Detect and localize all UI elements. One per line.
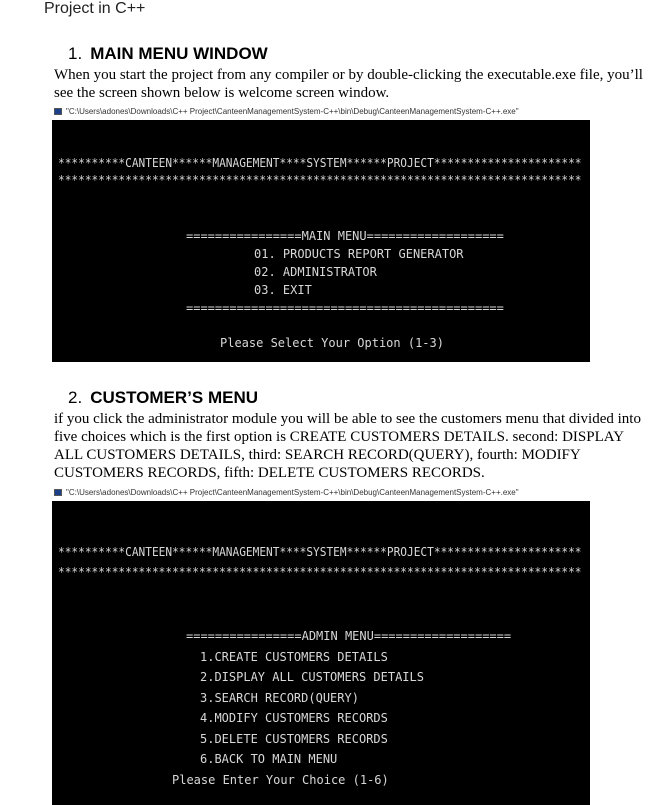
- console-stars-line: ******************************************************************************: [58, 565, 582, 579]
- section1-heading: [68, 44, 268, 64]
- section1-window-titlebar: [54, 106, 519, 116]
- section1-window-path: "C:\Users\adones\Downloads\C++ Project\CanteenManagementSystem-C++\bin\Debug\CanteenManagementSystem-C++.exe": [66, 106, 519, 116]
- section1-console-window: [52, 120, 590, 362]
- main-menu-footer: ============================================: [186, 301, 504, 315]
- main-menu-item: 02. ADMINISTRATOR: [254, 265, 377, 279]
- main-menu-item: 01. PRODUCTS REPORT GENERATOR: [254, 247, 464, 261]
- section2-number: 2.: [68, 388, 83, 407]
- document-title: Project in C++: [44, 0, 146, 17]
- console-banner: **********CANTEEN******MANAGEMENT****SYSTEM******PROJECT**********************: [58, 545, 582, 559]
- main-menu-header: ================MAIN MENU===================: [186, 229, 504, 243]
- admin-menu-item: 3.SEARCH RECORD(QUERY): [200, 691, 359, 705]
- main-menu-item: 03. EXIT: [254, 283, 312, 297]
- section1-number: 1.: [68, 44, 83, 63]
- section1-heading-text: MAIN MENU WINDOW: [90, 44, 268, 63]
- section2-heading-text: CUSTOMER’S MENU: [90, 388, 258, 407]
- console-banner: **********CANTEEN******MANAGEMENT****SYSTEM******PROJECT**********************: [58, 156, 582, 170]
- section2-window-path: "C:\Users\adones\Downloads\C++ Project\CanteenManagementSystem-C++\bin\Debug\CanteenManagementSystem-C++.exe": [66, 487, 519, 497]
- section2-heading: [68, 388, 258, 408]
- section2-paragraph: if you click the administrator module you will be able to see the customers menu that divided into five choices which is the first option is CREATE CUSTOMERS DETAILS. second: DISPLAY ALL CUSTOMERS DETAILS, third: SEARCH RECORD(QUERY), fourth: MODIFY CUSTOMERS RECORDS, fifth: DELETE CUSTOMERS RECORDS.: [54, 411, 641, 481]
- admin-menu-item: 2.DISPLAY ALL CUSTOMERS DETAILS: [200, 670, 424, 684]
- console-stars-line: ******************************************************************************: [58, 173, 582, 187]
- section1-paragraph: When you start the project from any compiler or by double-clicking the executable.exe file, you’ll see the screen shown below is welcome screen window.: [54, 67, 643, 101]
- section2-console-window: [52, 501, 590, 805]
- admin-menu-header: ================ADMIN MENU===================: [186, 629, 512, 643]
- console-app-icon: [54, 108, 62, 115]
- section2-window-titlebar: [54, 487, 519, 497]
- console-app-icon: [54, 489, 62, 496]
- admin-menu-item: 6.BACK TO MAIN MENU: [200, 752, 338, 766]
- admin-menu-item: 1.CREATE CUSTOMERS DETAILS: [200, 650, 388, 664]
- admin-menu-item: 4.MODIFY CUSTOMERS RECORDS: [200, 711, 388, 725]
- main-menu-prompt: Please Select Your Option (1-3): [220, 336, 444, 350]
- admin-menu-prompt: Please Enter Your Choice (1-6): [172, 773, 389, 787]
- admin-menu-item: 5.DELETE CUSTOMERS RECORDS: [200, 732, 388, 746]
